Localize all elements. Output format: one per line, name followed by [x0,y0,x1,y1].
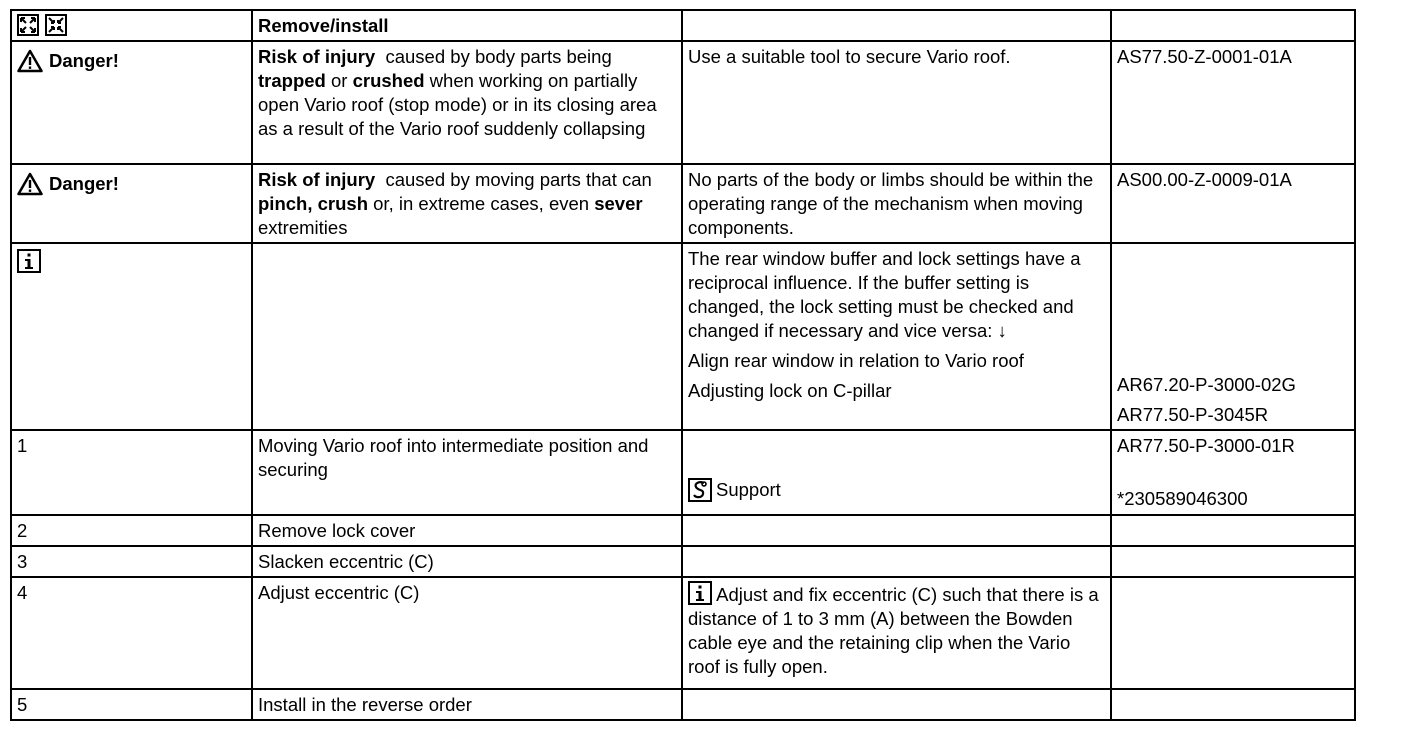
action-text: No parts of the body or limbs should be within the operating range of the mechanism when moving components. [682,164,1111,243]
step-text: Slacken eccentric (C) [252,546,682,577]
reference-align-rear-window[interactable]: Align rear window in relation to Vario roof [688,350,1024,371]
document-code: AS77.50-Z-0001-01A [1111,41,1355,164]
danger-label: Danger! [49,173,119,194]
warning-triangle-icon [17,172,43,196]
procedure-table [10,9,1356,721]
step-text: Adjust eccentric (C) [252,577,682,689]
warning-triangle-icon [17,49,43,73]
step-number: 3 [11,546,252,577]
header-row [11,10,1355,41]
reference-code[interactable]: AR77.50-P-3045R [1117,404,1269,425]
step-row [11,430,1355,515]
danger-row [11,41,1355,164]
action-text: Use a suitable tool to secure Vario roof. [682,41,1111,164]
step-row [11,577,1355,689]
step-row [11,689,1355,720]
risk-text: Risk of injury caused by body parts being trapped or crushed when working on partially open Vario roof (stop mode) or in its closing area as a result of the Vario roof suddenly collapsing [252,41,682,164]
step-text: Remove lock cover [252,515,682,546]
header-icons-cell [11,10,252,41]
step-number: 5 [11,689,252,720]
header-title: Remove/install [252,10,682,41]
expand-arrows-icon [17,14,39,36]
info-row [11,243,1355,430]
info-icon [688,581,712,605]
tool-number: *230589046300 [1117,488,1248,509]
info-text: The rear window buffer and lock settings have a reciprocal influence. If the buffer setting is changed, the lock setting must be checked and changed if necessary and vice versa: ↓ [688,248,1081,341]
danger-row [11,164,1355,243]
step-row [11,515,1355,546]
danger-label: Danger! [49,50,119,71]
step-number: 1 [11,430,252,515]
reference-adjusting-lock[interactable]: Adjusting lock on C-pillar [688,380,892,401]
step-number: 4 [11,577,252,689]
support-tool-icon [688,478,712,502]
info-icon [17,249,41,273]
reference-code[interactable]: AR77.50-P-3000-01R [1117,435,1295,456]
support-label[interactable]: Support [716,479,781,500]
step-row [11,546,1355,577]
step-note: Adjust and fix eccentric (C) such that there is a distance of 1 to 3 mm (A) between the Bowden cable eye and the retaining clip when the Vario roof is fully open. [688,584,1099,677]
step-number: 2 [11,515,252,546]
reference-code[interactable]: AR67.20-P-3000-02G [1117,374,1296,395]
risk-text: Risk of injury caused by moving parts that can pinch, crush or, in extreme cases, even sever extremities [252,164,682,243]
step-text: Moving Vario roof into intermediate position and securing [252,430,682,515]
document-code: AS00.00-Z-0009-01A [1111,164,1355,243]
step-text: Install in the reverse order [252,689,682,720]
collapse-arrows-icon [45,14,67,36]
